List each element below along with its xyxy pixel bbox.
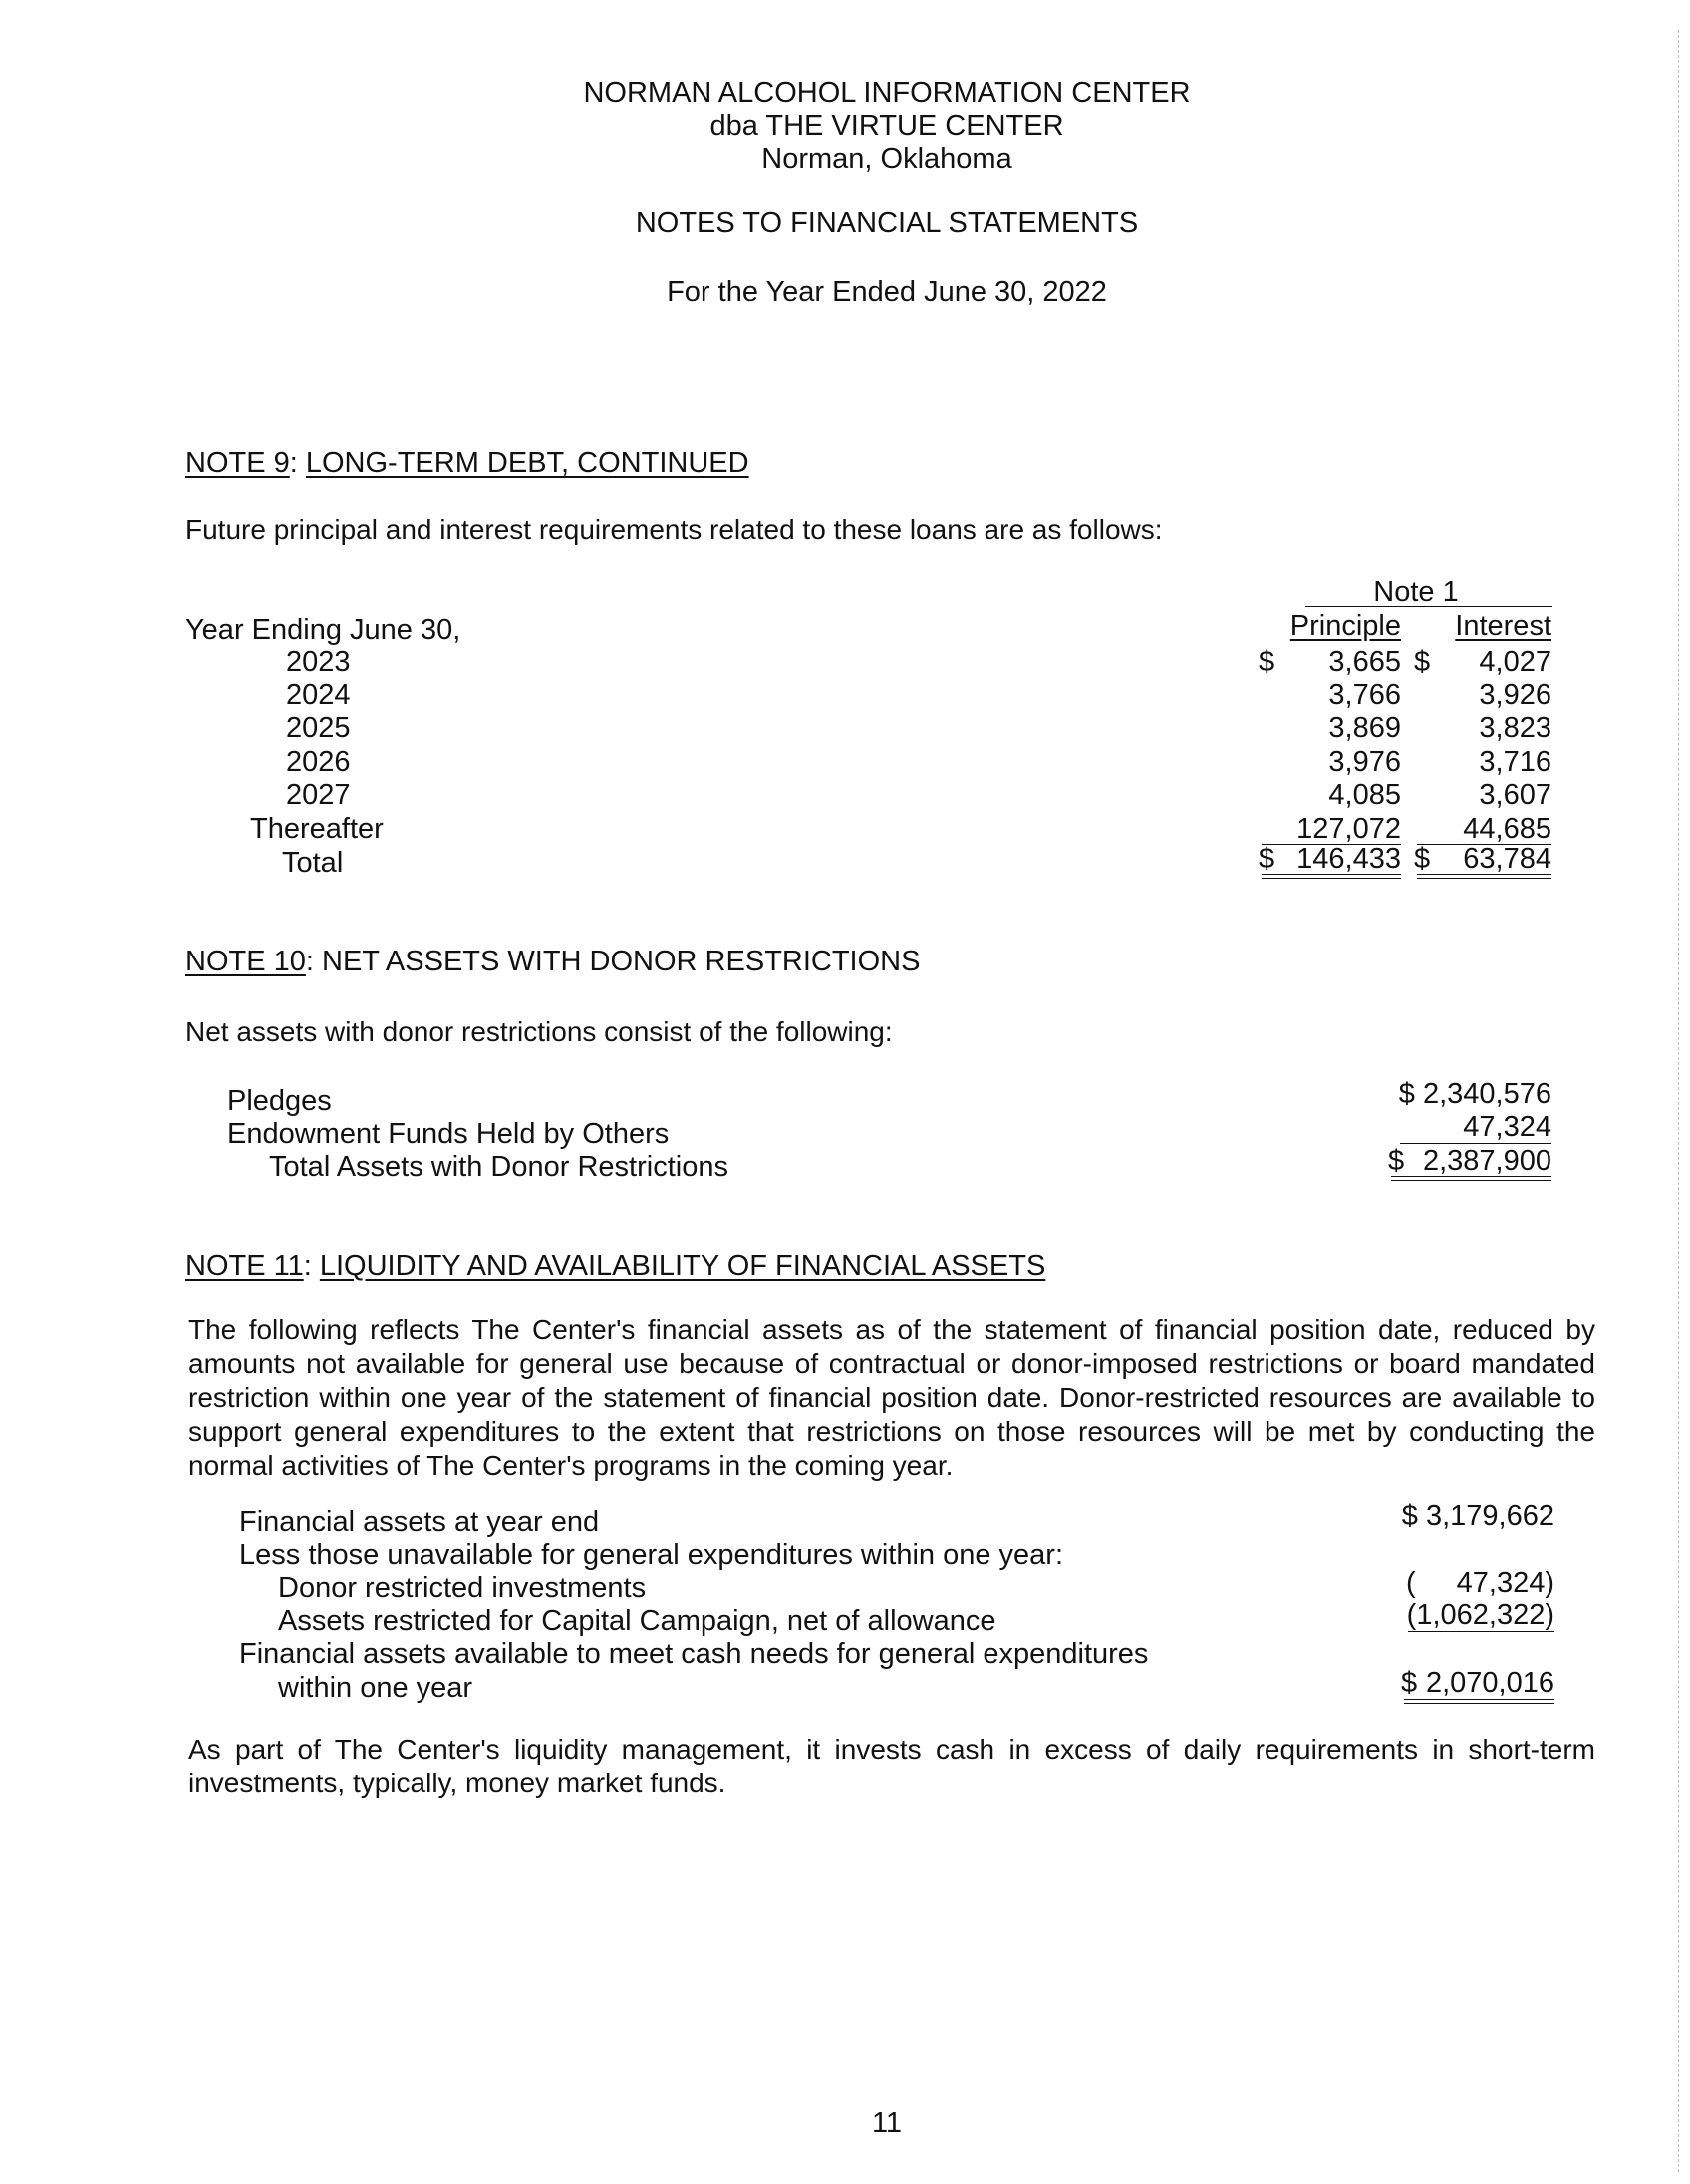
- note9-intro: Future principal and interest requirements related to these loans are as follows:: [185, 514, 1163, 545]
- available-label-1: Financial assets available to meet cash needs for general expenditures: [239, 1638, 1149, 1670]
- endowment-value: 47,324: [1463, 1111, 1551, 1143]
- period-title: For the Year Ended June 30, 2022: [667, 276, 1107, 308]
- debt-row-principle: 3,976: [1328, 746, 1401, 778]
- org-location: Norman, Oklahoma: [761, 143, 1012, 175]
- debt-row-year: Thereafter: [250, 813, 384, 845]
- debt-total-principle-underline-1: [1262, 874, 1401, 875]
- debt-row-principle: 3,665: [1328, 646, 1401, 678]
- debt-row-interest: 44,685: [1463, 813, 1551, 845]
- available-underline-1: [1404, 1699, 1554, 1700]
- debt-row-principle: 4,085: [1328, 779, 1401, 811]
- note10-title: NET ASSETS WITH DONOR RESTRICTIONS: [322, 946, 921, 977]
- debt-row-interest-currency: $: [1414, 646, 1431, 678]
- debt-row-principle: 3,869: [1328, 712, 1401, 744]
- available-value: 2,070,016: [1425, 1667, 1554, 1699]
- debt-row-principle: 3,766: [1328, 680, 1401, 711]
- note11-title: LIQUIDITY AND AVAILABILITY OF FINANCIAL ASSETS: [319, 1250, 1046, 1282]
- donor-restricted-label: Donor restricted investments: [278, 1572, 647, 1604]
- col-interest-header: Interest: [1455, 610, 1551, 642]
- debt-row-interest: 3,926: [1479, 680, 1551, 711]
- donor-total-value: 2,387,900: [1422, 1145, 1551, 1177]
- donor-restricted-value: 47,324): [1456, 1567, 1554, 1599]
- debt-row-year: 2023: [286, 646, 351, 678]
- note9-label: NOTE 9: [185, 447, 290, 479]
- note9-group-header: [1280, 575, 1551, 609]
- donor-restricted-paren: (: [1406, 1567, 1416, 1599]
- note9-group-underline: [1305, 606, 1552, 607]
- liquidity-closing-paragraph: As part of The Center's liquidity management, it invests cash in excess of daily requirements in short-term investments, typically, money market funds.: [188, 1734, 1595, 1798]
- available-currency: $: [1401, 1667, 1418, 1699]
- note1-label: Note 1: [1373, 576, 1459, 608]
- org-dba: dba THE VIRTUE CENTER: [709, 110, 1064, 141]
- note11-paragraph: The following reflects The Center's financial assets as of the statement of financial position date, reduced by amounts not available for general use because of contractual or donor-imposed restrictions or board mandated restriction within one year of the statement of financial position date. Donor-restricted resources are available to support general expenditures to the extent that restrictions on those resources will be met by conducting the normal activities of The Center's programs in the coming year.: [188, 1314, 1595, 1481]
- note10-label: NOTE 10: [185, 946, 306, 977]
- debt-row-interest: 3,823: [1479, 712, 1551, 744]
- available-underline-2: [1404, 1703, 1554, 1704]
- col-principle-header: Principle: [1289, 610, 1401, 642]
- year-ending-label: Year Ending June 30,: [185, 614, 461, 646]
- debt-row-interest: 4,027: [1479, 646, 1551, 678]
- pledges-label: Pledges: [227, 1085, 332, 1117]
- debt-total-principle: 146,433: [1296, 843, 1401, 875]
- debt-row-year: 2024: [286, 680, 351, 711]
- scan-margin-line: [1678, 30, 1680, 2172]
- donor-total-underline-2: [1391, 1180, 1551, 1181]
- debt-total-interest-underline-2: [1417, 878, 1551, 879]
- debt-row-year: 2026: [286, 746, 351, 778]
- donor-total-currency: $: [1388, 1145, 1405, 1177]
- note10-intro: Net assets with donor restrictions consist of the following:: [185, 1016, 893, 1047]
- debt-row-interest: 3,716: [1479, 746, 1551, 778]
- note10-heading: NOTE 10: NET ASSETS WITH DONOR RESTRICTIONS: [185, 946, 921, 977]
- less-unavailable-label: Less those unavailable for general expenditures within one year:: [239, 1539, 1064, 1571]
- note9-heading: NOTE 9: LONG-TERM DEBT, CONTINUED: [185, 447, 749, 479]
- donor-total-label: Total Assets with Donor Restrictions: [269, 1151, 728, 1183]
- debt-row-interest: 3,607: [1479, 779, 1551, 811]
- debt-total-interest-currency: $: [1414, 843, 1431, 875]
- pledges-value: $ 2,340,576: [1398, 1078, 1551, 1110]
- assets-year-end-label: Financial assets at year end: [239, 1506, 600, 1538]
- debt-row-year: 2025: [286, 712, 351, 744]
- page-number: 11: [871, 2107, 903, 2139]
- page-title: NOTES TO FINANCIAL STATEMENTS: [635, 207, 1139, 239]
- note11-label: NOTE 11: [185, 1250, 304, 1282]
- debt-total-label: Total: [282, 847, 344, 879]
- note11-heading: NOTE 11: LIQUIDITY AND AVAILABILITY OF FINANCIAL ASSETS: [185, 1250, 1046, 1282]
- debt-total-principle-underline-2: [1262, 878, 1401, 879]
- capital-campaign-label: Assets restricted for Capital Campaign, net of allowance: [278, 1605, 996, 1637]
- debt-row-year: 2027: [286, 779, 351, 811]
- available-label-2: within one year: [278, 1672, 473, 1704]
- debt-row-principle: 127,072: [1296, 813, 1401, 845]
- assets-year-end-value: $ 3,179,662: [1401, 1501, 1554, 1532]
- donor-total-underline-1: [1391, 1176, 1551, 1177]
- debt-total-interest: 63,784: [1463, 843, 1551, 875]
- debt-row-principle-currency: $: [1259, 646, 1275, 678]
- capital-campaign-value: (1,062,322): [1406, 1599, 1554, 1631]
- org-name: NORMAN ALCOHOL INFORMATION CENTER: [583, 77, 1191, 109]
- debt-total-principle-currency: $: [1259, 843, 1275, 875]
- capital-campaign-underline: [1408, 1631, 1554, 1632]
- debt-total-interest-underline-1: [1417, 874, 1551, 875]
- note9-title: LONG-TERM DEBT, CONTINUED: [305, 447, 749, 479]
- endowment-label: Endowment Funds Held by Others: [227, 1118, 670, 1150]
